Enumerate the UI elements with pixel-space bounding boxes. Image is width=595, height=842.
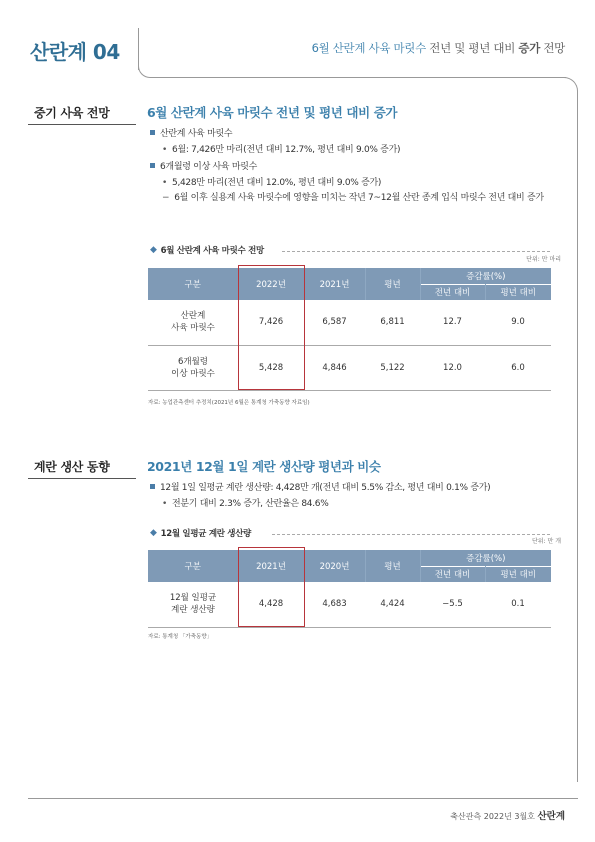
section1-title: 6월 산란계 사육 마릿수 전년 및 평년 대비 증가: [147, 105, 398, 120]
cell-avg: 6,811: [365, 300, 420, 345]
table2-header-vs-avg: 평년 대비: [485, 566, 551, 582]
row-label: 산란계 사육 마릿수: [148, 300, 238, 345]
page-subtitle: [312, 40, 565, 56]
table1-source: 자료: 농업관측센터 추정치(2021년 6월은 통계청 가축동향 자료임): [148, 400, 310, 406]
row-label: 6개월령 이상 마릿수: [148, 345, 238, 390]
table1-header-avg: 평년: [365, 268, 420, 300]
cell-2021: 4,846: [304, 345, 365, 390]
table1: [148, 268, 551, 391]
section1-side-label: 중기 사육 전망: [34, 106, 110, 120]
table-row: [148, 582, 551, 627]
table1-header-change: 증감률(%): [420, 268, 551, 284]
section2-title: 2021년 12월 1일 계란 생산량 평년과 비슷: [147, 459, 381, 474]
square-bullet-icon: [150, 130, 155, 135]
footer: [450, 808, 565, 822]
table-row: [148, 345, 551, 390]
subtitle-part3: 증가: [518, 41, 541, 55]
table1-header-2021: 2021년: [304, 268, 365, 300]
table1-highlight-box: [238, 265, 305, 390]
table1-header-yoy: 전년 대비: [420, 284, 485, 300]
table2-header-2021: 2021년: [238, 550, 304, 582]
table1-caption: ◆ 6월 산란계 사육 마릿수 전망: [150, 245, 264, 256]
subtitle-part1: 6월 산란계 사육 마릿수: [311, 41, 426, 55]
footer-title: 산란계: [537, 811, 565, 822]
table2-header-category: 구분: [148, 550, 238, 582]
table2-unit: 단위: 만 개: [531, 538, 561, 545]
table2-highlight-box: [238, 547, 305, 627]
table2: [148, 550, 551, 628]
table2-caption-rule: [272, 534, 550, 535]
table1-unit: 단위: 만 마리: [526, 256, 561, 263]
table2-caption: ◆ 12월 일평균 계란 생산량: [150, 528, 252, 539]
subtitle-part4: 전망: [543, 41, 565, 55]
header-frame-curve: [138, 46, 178, 78]
table1-header-2022: 2022년: [238, 268, 304, 300]
page-title: 산란계 04: [30, 40, 120, 64]
cell-vs-avg: 6.0: [485, 345, 551, 390]
section1-side-rule: [28, 124, 136, 125]
square-bullet-icon: [150, 484, 155, 489]
dot-bullet-icon: •: [162, 177, 168, 188]
table-row: [148, 300, 551, 345]
table1-header-category: 구분: [148, 268, 238, 300]
dot-bullet-icon: •: [162, 498, 168, 509]
cell-yoy: −5.5: [420, 582, 485, 627]
cell-vs-avg: 0.1: [485, 582, 551, 627]
cell-avg: 4,424: [365, 582, 420, 627]
sub-bullet-item: • 5,428만 마리(전년 대비 12.0%, 평년 대비 9.0% 증가): [150, 177, 570, 191]
cell-2020: 4,683: [304, 582, 365, 627]
cell-yoy: 12.0: [420, 345, 485, 390]
table1-header-vs-avg: 평년 대비: [485, 284, 551, 300]
section2-side-label: 계란 생산 동향: [34, 460, 110, 474]
section1-bullets: [150, 128, 570, 206]
dash-bullet-icon: −: [162, 193, 170, 203]
diamond-icon: ◆: [150, 528, 157, 538]
footer-text: 축산관측 2022년 3월호: [450, 812, 535, 821]
table2-header-yoy: 전년 대비: [420, 566, 485, 582]
sub-dash-item: − 6월 이후 실용계 사육 마릿수에 영향을 미치는 작년 7~12월 산란 종계 입식 마릿수 전년 대비 증가: [150, 192, 570, 206]
header-frame-line: [176, 77, 566, 78]
dot-bullet-icon: •: [162, 144, 168, 155]
table2-header-change: 증감률(%): [420, 550, 551, 566]
bullet-item: 12월 1일 일평균 계란 생산량: 4,428만 개(전년 대비 5.5% 감소, 평년 대비 0.1% 증가): [150, 482, 570, 496]
sub-bullet-item: • 전분기 대비 2.3% 증가, 산란율은 84.6%: [150, 498, 570, 512]
section2-bullets: [150, 482, 570, 511]
cell-2021: 4,428: [238, 582, 304, 627]
bullet-item: 6개월령 이상 사육 마릿수: [150, 161, 570, 175]
bullet-item: 산란계 사육 마릿수: [150, 128, 570, 142]
cell-yoy: 12.7: [420, 300, 485, 345]
cell-2021: 6,587: [304, 300, 365, 345]
page-frame-right: [577, 100, 578, 782]
table2-source: 자료: 통계청 「가축동향」: [148, 634, 213, 640]
row-label: 12월 일평균 계란 생산량: [148, 582, 238, 627]
square-bullet-icon: [150, 163, 155, 168]
cell-2022: 5,428: [238, 345, 304, 390]
footer-rule: [28, 798, 578, 799]
subtitle-part2: 전년 및 평년 대비: [429, 41, 516, 55]
sub-bullet-item: • 6월: 7,426만 마리(전년 대비 12.7%, 평년 대비 9.0% 증가): [150, 144, 570, 158]
table2-header-2020: 2020년: [304, 550, 365, 582]
table1-caption-rule: [282, 251, 550, 252]
header-frame-corner: [550, 77, 578, 117]
cell-vs-avg: 9.0: [485, 300, 551, 345]
cell-2022: 7,426: [238, 300, 304, 345]
diamond-icon: ◆: [150, 245, 157, 255]
table2-header-avg: 평년: [365, 550, 420, 582]
section2-side-rule: [28, 478, 136, 479]
cell-avg: 5,122: [365, 345, 420, 390]
